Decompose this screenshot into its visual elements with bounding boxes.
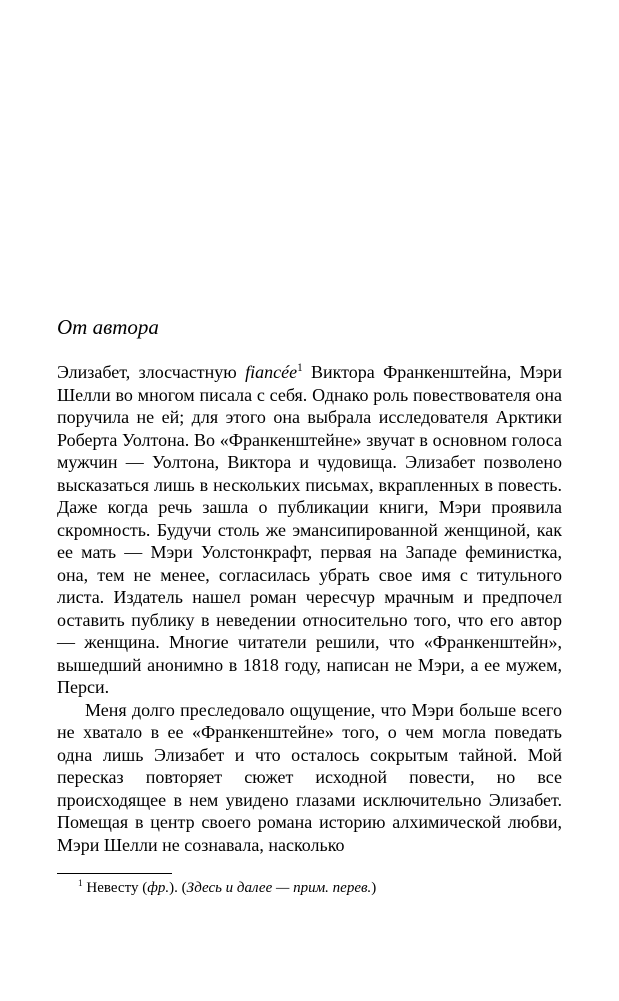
text-segment: Меня долго преследовало ощущение, что Мэри больше всего не хватало в ее «Франкенштейне» того, о чем могла поведать одна лишь Элизабет и что осталось сокрытым тайной. Мой пересказ повторяет сюжет исходной повести, но все происходящее в нем увидено глазами исключительно Элизабет. Помещая в центр своего романа историю алхимической любви, Мэри Шелли не сознавала, насколько <box>57 699 562 855</box>
text-segment: Элизабет, злосчастную <box>57 362 246 382</box>
text-block <box>57 314 562 898</box>
footnote <box>57 879 562 898</box>
text-segment: ) <box>371 880 377 896</box>
paragraph <box>57 361 562 699</box>
text-segment-sup: 1 <box>297 362 303 374</box>
text-segment: Невесту ( <box>82 880 148 896</box>
body-text <box>57 361 562 856</box>
text-segment-sup: 1 <box>78 879 83 889</box>
footnote-divider <box>57 873 172 874</box>
section-heading: От автора <box>57 315 159 339</box>
footnote-area <box>57 873 562 898</box>
paragraph <box>57 699 562 857</box>
text-segment-italic: фр. <box>147 880 170 896</box>
text-segment-italic: fiancée <box>245 362 298 382</box>
text-segment: Виктора Франкенштейна, Мэри Шелли во многом писала с себя. Однако роль повествователя она поручила не ей; для этого она выбрала исследователя Арктики Роберта Уолтона. Во «Франкенштейне» звучат в основном голоса мужчин — Уолтона, Виктора и чудовища. Элизабет позволено высказаться лишь в нескольких письмах, вкрапленных в повесть. Даже когда речь зашла о публикации книги, Мэри проявила скромность. Будучи столь же эмансипированной женщиной, как ее мать — Мэри Уолстонкрафт, первая на Западе феминистка, она, тем не менее, согласилась убрать свое имя с титульного листа. Издатель нашел роман чересчур мрачным и предпочел оставить публику в неведении относительно того, что его автор — женщина. Многие читатели решили, что «Франкенштейн», вышедший анонимно в 1818 году, написан не Мэри, а ее мужем, Перси. <box>57 362 562 697</box>
text-segment: ). ( <box>169 880 187 896</box>
text-segment-italic: Здесь и далее — прим. перев. <box>186 880 372 896</box>
